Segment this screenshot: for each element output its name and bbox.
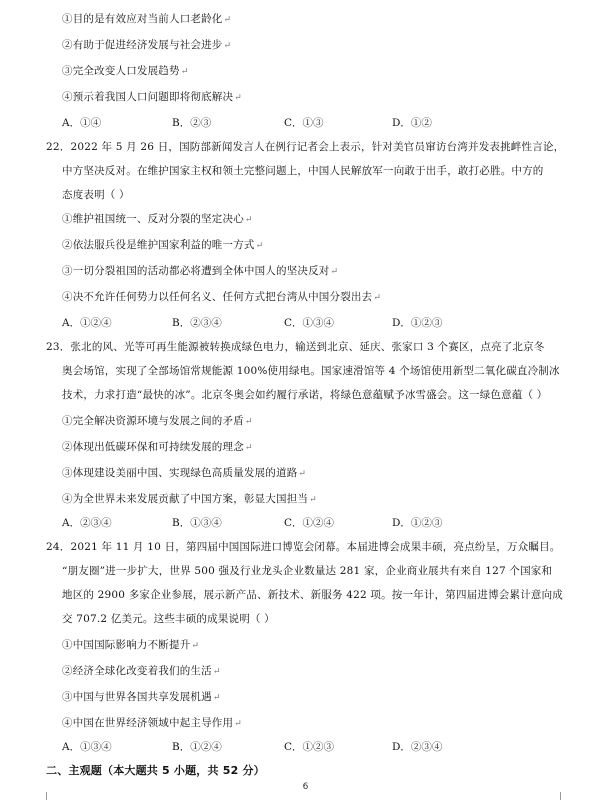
- q21-statement-3: ③完全改变人口发展趋势↵: [62, 65, 189, 77]
- section-heading: 二、主观题（本大题共 5 小题，共 52 分）: [46, 764, 265, 777]
- q21-option-c: C．①③: [284, 117, 324, 129]
- q21-option-b: B．②③: [172, 117, 212, 129]
- q22-statement-2: ②依法服兵役是维护国家利益的唯一方式↵: [62, 239, 264, 251]
- q23-option-d: D．①②③: [392, 517, 443, 529]
- q24-stem-line-2: “朋友圈”进一步扩大，世界 500 强及行业龙头企业数量达 281 家，企业商业展共有来自 127 个国家和: [62, 565, 553, 577]
- q24-statement-1: ①中国国际影响力不断提升↵: [62, 639, 200, 651]
- q24-option-a: A．①③④: [62, 741, 112, 753]
- q21-statement-1: ①目的是有效应对当前人口老龄化↵: [62, 13, 232, 25]
- q22-option-d: D．①②③: [392, 317, 443, 329]
- q23-stem-line-2: 奥会场馆，实现了全部场馆常规能源 100%使用绿电。国家速滑馆等 4 个场馆使用新型二氧化碳直冷制冰: [62, 365, 560, 377]
- q22-statement-4: ④决不允许任何势力以任何名义、任何方式把台湾从中国分裂出去↵: [62, 291, 382, 303]
- q24-statement-2: ②经济全球化改变着我们的生活↵: [62, 665, 221, 677]
- margin-tick-right: [560, 792, 561, 800]
- q22-option-a: A．①②④: [62, 317, 112, 329]
- q21-statement-2: ②有助于促进经济发展与社会进步↵: [62, 39, 232, 51]
- q23-option-b: B．①③④: [172, 517, 222, 529]
- q24-stem-line-4: 交 707.2 亿美元。这些丰硕的成果说明（ ）: [62, 613, 275, 625]
- q21-option-d: D．①②: [392, 117, 432, 129]
- q22-statement-3: ③一切分裂祖国的活动都必将遭到全体中国人的坚决反对↵: [62, 265, 339, 277]
- q24-option-d: D．②③④: [392, 741, 443, 753]
- q23-stem-line-1: 23．张北的风、光等可再生能源被转换成绿色电力，输送到北京、延庆、张家口 3 个赛区，点亮了北京冬: [46, 341, 545, 353]
- q22-option-c: C．①③④: [284, 317, 335, 329]
- q23-statement-2: ②体现出低碳环保和可持续发展的理念↵: [62, 441, 253, 453]
- q24-statement-3: ③中国与世界各国共享发展机遇↵: [62, 691, 221, 703]
- q22-stem-line-2: 中方坚决反对。在维护国家主权和领土完整问题上，中国人民解放军一向敢于出手，敢打必胜。中方的: [62, 165, 544, 177]
- q23-option-c: C．①②④: [284, 517, 335, 529]
- q23-statement-1: ①完全解决资源环境与发展之间的矛盾↵: [62, 415, 253, 427]
- q24-stem-line-3: 地区的 2900 多家企业参展，展示新产品、新技术、新服务 422 项。按一年计，第四届进博会累计意向成: [62, 589, 564, 601]
- page-number: 6: [302, 782, 309, 792]
- q21-option-a: A．①④: [62, 117, 102, 129]
- margin-tick-left: [46, 792, 47, 800]
- q23-option-a: A．②③④: [62, 517, 112, 529]
- q22-stem-line-1: 22．2022 年 5 月 26 日，国防部新闻发言人在例行记者会上表示，针对美官员窜访台湾并发表挑衅性言论，: [46, 141, 565, 153]
- q21-statement-4: ④预示着我国人口问题即将彻底解决↵: [62, 91, 242, 103]
- q23-statement-4: ④为全世界未来发展贡献了中国方案，彰显大国担当↵: [62, 493, 317, 505]
- q22-statement-1: ①维护祖国统一、反对分裂的坚定决心↵: [62, 213, 253, 225]
- q23-stem-line-3: 技术，力求打造“最快的冰”。北京冬奥会如约履行承诺，将绿色意蕴赋予冰雪盛会。这一绿色意蕴（ ）: [62, 389, 548, 401]
- q24-option-b: B．①②④: [172, 741, 222, 753]
- q24-statement-4: ④中国在世界经济领域中起主导作用↵: [62, 717, 242, 729]
- q22-stem-line-3: 态度表明（ ）: [62, 189, 130, 201]
- q24-stem-line-1: 24．2021 年 11 月 10 日，第四届中国国际进口博览会闭幕。本届进博会成果丰硕，亮点纷呈，万众瞩目。: [46, 541, 561, 553]
- q23-statement-3: ③体现建设美丽中国、实现绿色高质量发展的道路↵: [62, 467, 307, 479]
- q24-option-c: C．①②③: [284, 741, 335, 753]
- q22-option-b: B．②③④: [172, 317, 222, 329]
